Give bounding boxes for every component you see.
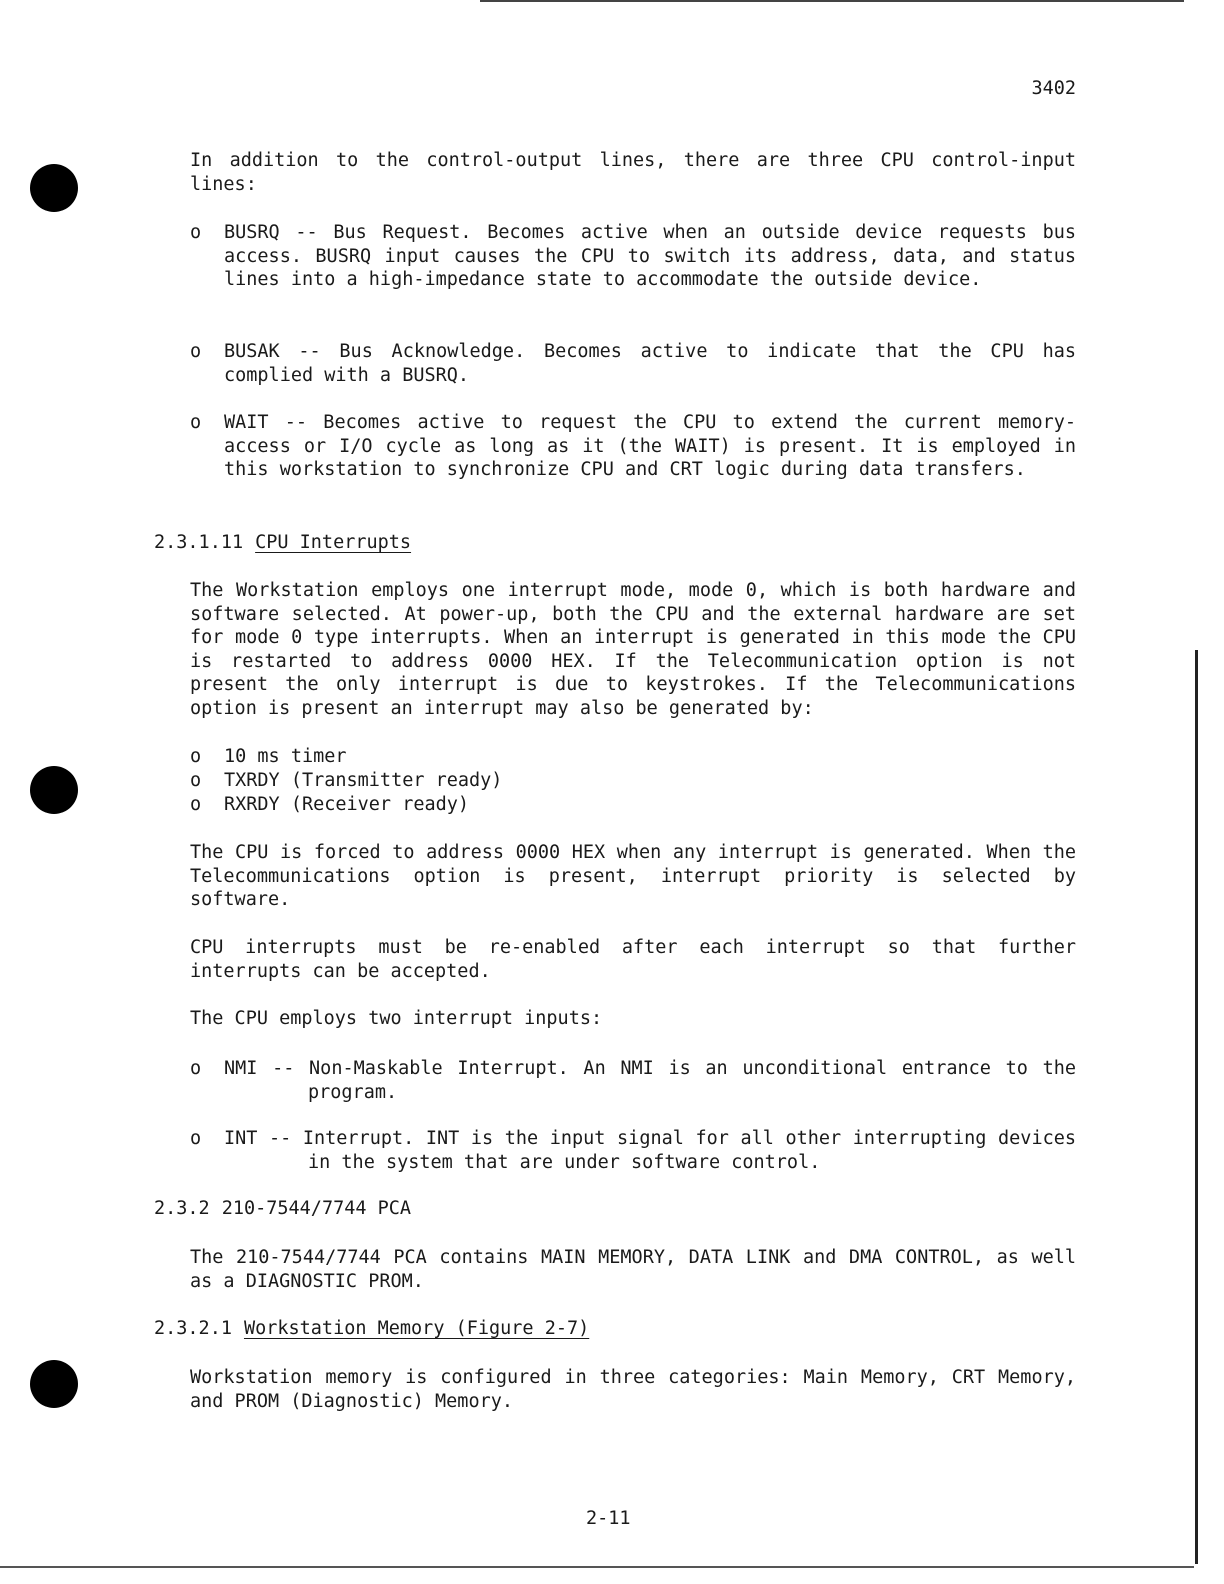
section-number: 2.3.2.1 [154, 1318, 232, 1339]
section-title: CPU Interrupts [255, 532, 412, 553]
list-item-text: WAIT -- Becomes active to request the CPU to extend the current memory-access or I/O cycle as long as it (the WAIT) is present. It is employed in this workstation to synchronize CPU and CRT logic during data transfers. [224, 412, 1076, 480]
bullet-marker: o [190, 341, 202, 362]
binder-hole-bottom [30, 1360, 78, 1408]
interrupt-mode-paragraph: The Workstation employs one interrupt mode, mode 0, which is both hardware and software selected. At power-up, both the CPU and the external hardware are set for mode 0 type interrupts. When an interrupt is generated in this mode the CPU is restarted to address 0000 HEX. If the Telecommunication option is not present the only interrupt is due to keystrokes. If the Telecommunications option is present an interrupt may also be generated by: [190, 580, 1076, 719]
bottom-scan-rule [0, 1566, 1194, 1568]
document-number: 3402 [1031, 78, 1076, 99]
section-heading-workstation-memory [154, 1317, 589, 1341]
bullet-marker: o [190, 412, 202, 433]
list-item-text: BUSRQ -- Bus Request. Becomes active when an outside device requests bus access. BUSRQ input causes the CPU to switch its address, data, and status lines into a high-impedance state to accommodate the outside device. [224, 222, 1076, 290]
bullet-marker: o [190, 222, 202, 243]
section-heading-pca [154, 1197, 411, 1221]
page-number: 2-11 [586, 1508, 631, 1529]
forced-address-paragraph: The CPU is forced to address 0000 HEX when any interrupt is generated. When the Telecommunications option is present, interrupt priority is selected by software. [190, 842, 1076, 910]
list-item-text: TXRDY (Transmitter ready) [224, 770, 503, 791]
intro-paragraph: In addition to the control-output lines, there are three CPU control-input lines: [190, 150, 1076, 195]
list-item-text: 10 ms timer [224, 746, 347, 767]
two-inputs-paragraph: The CPU employs two interrupt inputs: [190, 1008, 603, 1029]
section-title: 210-7544/7744 PCA [221, 1198, 412, 1219]
list-item-text: RXRDY (Receiver ready) [224, 794, 470, 815]
binder-hole-top [30, 164, 78, 212]
re-enable-paragraph: CPU interrupts must be re-enabled after each interrupt so that further interrupts can be accepted. [190, 937, 1076, 982]
right-scan-rule [1195, 650, 1198, 1564]
bullet-marker: o [190, 1058, 202, 1079]
binder-hole-middle [30, 766, 78, 814]
pca-paragraph: The 210-7544/7744 PCA contains MAIN MEMORY, DATA LINK and DMA CONTROL, as well as a DIAGNOSTIC PROM. [190, 1247, 1076, 1292]
list-item-text: BUSAK -- Bus Acknowledge. Becomes active to indicate that the CPU has complied with a BUSRQ. [224, 341, 1076, 386]
list-item-text: INT -- Interrupt. INT is the input signal for all other interrupting devices in the system that are under software control. [224, 1128, 1076, 1173]
section-title: Workstation Memory (Figure 2-7) [243, 1318, 590, 1339]
section-heading-cpu-interrupts [154, 531, 411, 555]
section-number: 2.3.2 [154, 1198, 210, 1219]
bullet-marker: o [190, 794, 202, 815]
memory-paragraph: Workstation memory is configured in three categories: Main Memory, CRT Memory, and PROM (Diagnostic) Memory. [190, 1367, 1076, 1412]
section-number: 2.3.1.11 [154, 532, 244, 553]
list-item-text: NMI -- Non-Maskable Interrupt. An NMI is an unconditional entrance to the program. [224, 1058, 1076, 1103]
bullet-marker: o [190, 746, 202, 767]
bullet-marker: o [190, 1128, 202, 1149]
top-scan-rule [480, 0, 1184, 2]
bullet-marker: o [190, 770, 202, 791]
